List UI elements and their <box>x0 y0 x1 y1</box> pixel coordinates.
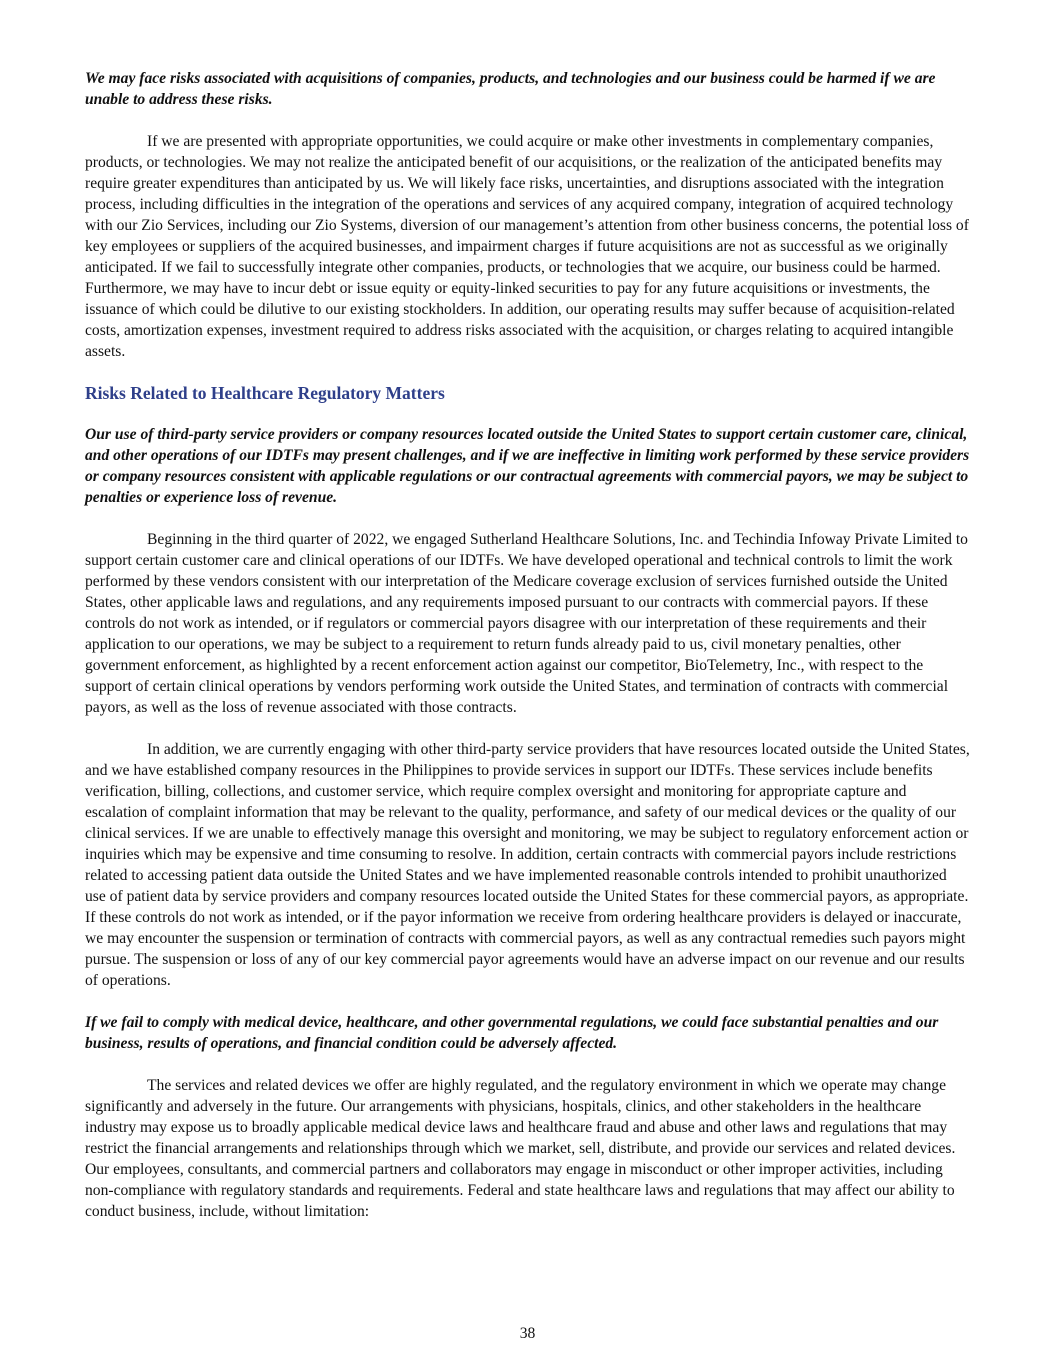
section-heading-healthcare-regulatory: Risks Related to Healthcare Regulatory Matters <box>85 383 445 403</box>
document-page <box>85 68 970 1222</box>
spacer <box>85 718 970 739</box>
paragraph-philippines: In addition, we are currently engaging with other third-party service providers that have resources located outside the United States, and we have established company resources in the Philippines to provide services in support our IDTFs. These services include benefits verification, billing, collections, and customer service, which require complex oversight and monitoring for appropriate capture and escalation of complaint information that may be relevant to the quality, performance, and safety of our medical devices or the quality of our clinical services. If we are unable to effectively manage this oversight and monitoring, we may be subject to regulatory enforcement action or inquiries which may be expensive and time consuming to resolve. In addition, certain contracts with commercial payors include restrictions related to accessing patient data outside the United States and we have implemented reasonable controls intended to prohibit unauthorized use of patient data by service providers and company resources located outside the United States for these commercial payors, as appropriate. If these controls do not work as intended, or if the payor information we receive from ordering healthcare providers is delayed or inaccurate, we may encounter the suspension or termination of contracts with commercial payors, as well as any contractual remedies such payors might pursue. The suspension or loss of any of our key commercial payor agreements would have an adverse impact on our revenue and our results of operations. <box>85 741 970 989</box>
risk-heading-third-party: Our use of third-party service providers or company resources located outside the United States to support certain customer care, clinical, and other operations of our IDTFs may present challenges, and if we are ineffective in limiting work performed by these service providers or company resources consistent with applicable regulations or our contractual agreements with commercial payors, we may be subject to penalties or experience loss of revenue. <box>85 426 970 506</box>
risk-heading-compliance: If we fail to comply with medical device, healthcare, and other governmental regulations, we could face substantial penalties and our business, results of operations, and financial condition could be adversely affected. <box>85 1014 939 1052</box>
spacer <box>85 404 970 424</box>
spacer <box>85 1054 970 1075</box>
risk-heading-acquisitions: We may face risks associated with acquisitions of companies, products, and technologies and our business could be harmed if we are unable to address these risks. <box>85 70 936 108</box>
page-number: 38 <box>519 1325 536 1342</box>
spacer <box>85 991 970 1012</box>
paragraph-regulated: The services and related devices we offer are highly regulated, and the regulatory environment in which we operate may change significantly and adversely in the future. Our arrangements with physicians, hospitals, clinics, and other stakeholders in the healthcare industry may expose us to broadly applicable medical device laws and healthcare fraud and abuse and other laws and regulations that may restrict the financial arrangements and relationships through which we market, sell, distribute, and provide our services and related devices. Our employees, consultants, and commercial partners and collaborators may engage in misconduct or other improper activities, including non-compliance with regulatory standards and requirements. Federal and state healthcare laws and regulations that may affect our ability to conduct business, include, without limitation: <box>85 1077 956 1220</box>
spacer <box>85 110 970 131</box>
paragraph-acquisitions: If we are presented with appropriate opportunities, we could acquire or make other investments in complementary companies, products, or technologies. We may not realize the anticipated benefit of our acquisitions, or the realization of the anticipated benefits may require greater expenditures than anticipated by us. We will likely face risks, uncertainties, and disruptions associated with the integration process, including difficulties in the integration of the operations and services of any acquired company, integration of acquired technology with our Zio Services, including our Zio Systems, diversion of our management’s attention from other business concerns, the potential loss of key employees or suppliers of the acquired businesses, and impairment charges if future acquisitions are not as successful as we originally anticipated. If we fail to successfully integrate other companies, products, or technologies that we acquire, our business could be harmed. Furthermore, we may have to incur debt or issue equity or equity-linked securities to pay for any future acquisitions or investments, the issuance of which could be dilutive to our existing stockholders. In addition, our operating results may suffer because of acquisition-related costs, amortization expenses, investment required to address risks associated with the acquisition, or charges relating to acquired intangible assets. <box>85 133 969 360</box>
paragraph-sutherland: Beginning in the third quarter of 2022, we engaged Sutherland Healthcare Solutions, Inc. and Techindia Infoway Private Limited to support certain customer care and clinical operations of our IDTFs. We have developed operational and technical controls to limit the work performed by these vendors consistent with our interpretation of the Medicare coverage exclusion of services furnished outside the United States, other applicable laws and regulations, and any requirements imposed pursuant to our contracts with commercial payors. If these controls do not work as intended, or if regulators or commercial payors disagree with our interpretation of these requirements and their application to our operations, we may be subject to a requirement to return funds already paid to us, civil monetary penalties, other government enforcement, as highlighted by a recent enforcement action against our competitor, BioTelemetry, Inc., with respect to the support of certain clinical operations by vendors performing work outside the United States, and termination of contracts with commercial payors, as well as the loss of revenue associated with those contracts. <box>85 531 968 716</box>
spacer <box>85 508 970 529</box>
spacer <box>85 362 970 382</box>
